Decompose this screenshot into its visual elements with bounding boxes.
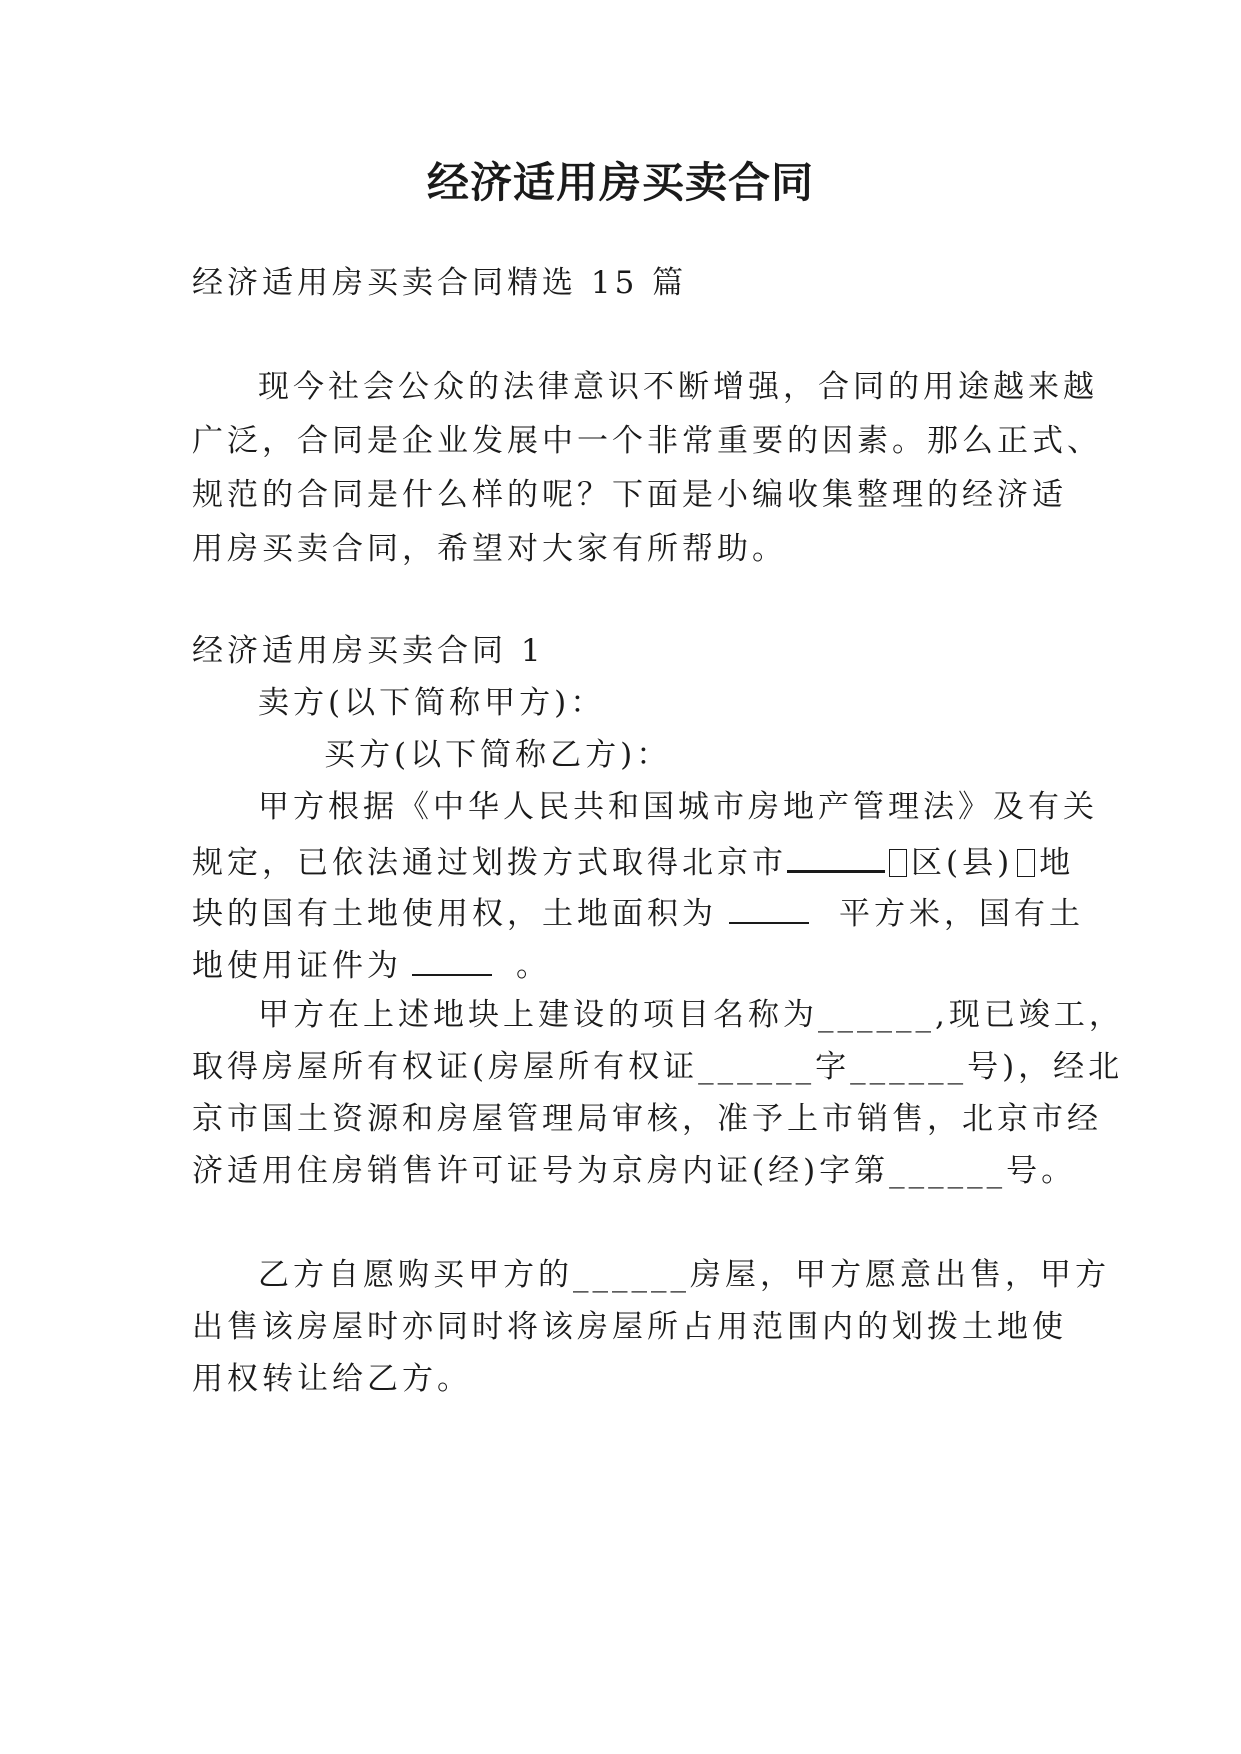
p1-line-4 <box>192 948 551 982</box>
intro-line-3: 规范的合同是什么样的呢？下面是小编收集整理的经济适 <box>192 477 1067 513</box>
p1-line-2-text-c: 地 <box>1039 845 1075 881</box>
placeholder-box <box>1017 849 1035 877</box>
seller-line: 卖方(以下简称甲方)： <box>258 685 606 721</box>
p2-line-4: 济适用住房销售许可证号为京房内证(经)字第______号。 <box>192 1153 1077 1189</box>
p3-line-2: 出售该房屋时亦同时将该房屋所占用范围内的划拨土地使 <box>192 1309 1067 1345</box>
p1-line-3 <box>192 896 1084 930</box>
district-blank <box>787 844 885 873</box>
intro-line-4: 用房买卖合同，希望对大家有所帮助。 <box>192 531 787 567</box>
p3-line-3: 用权转让给乙方。 <box>192 1361 472 1397</box>
section-heading: 经济适用房买卖合同 1 <box>192 633 545 669</box>
p2-line-3: 京市国土资源和房屋管理局审核，准予上市销售，北京市经 <box>192 1101 1102 1137</box>
p1-line-2 <box>192 844 1074 879</box>
p1-line-2-text-b: 区(县) <box>911 845 1014 881</box>
land-area-blank <box>729 896 809 924</box>
p1-line-4-text-a: 地使用证件为 <box>192 948 402 984</box>
placeholder-box <box>889 849 907 877</box>
intro-line-1: 现今社会公众的法律意识不断增强，合同的用途越来越 <box>258 369 1098 405</box>
p1-line-4-text-b: 。 <box>516 948 551 984</box>
p1-line-1: 甲方根据《中华人民共和国城市房地产管理法》及有关 <box>258 789 1098 825</box>
buyer-line: 买方(以下简称乙方)： <box>324 737 672 773</box>
p3-line-1: 乙方自愿购买甲方的______房屋，甲方愿意出售，甲方 <box>258 1257 1110 1293</box>
land-certificate-blank <box>412 948 492 976</box>
document-title: 经济适用房买卖合同 <box>426 158 814 207</box>
document-subtitle: 经济适用房买卖合同精选 15 篇 <box>192 265 688 301</box>
p2-line-2: 取得房屋所有权证(房屋所有权证______字______号)，经北 <box>192 1049 1124 1085</box>
p1-line-3-text-b: 平方米，国有土 <box>839 896 1084 932</box>
p1-line-3-text-a: 块的国有土地使用权，土地面积为 <box>192 896 717 932</box>
intro-line-2: 广泛，合同是企业发展中一个非常重要的因素。那么正式、 <box>192 423 1102 459</box>
p1-line-2-text-a: 规定，已依法通过划拨方式取得北京市 <box>192 845 787 881</box>
p2-line-1: 甲方在上述地块上建设的项目名称为______,现已竣工， <box>258 997 1124 1033</box>
